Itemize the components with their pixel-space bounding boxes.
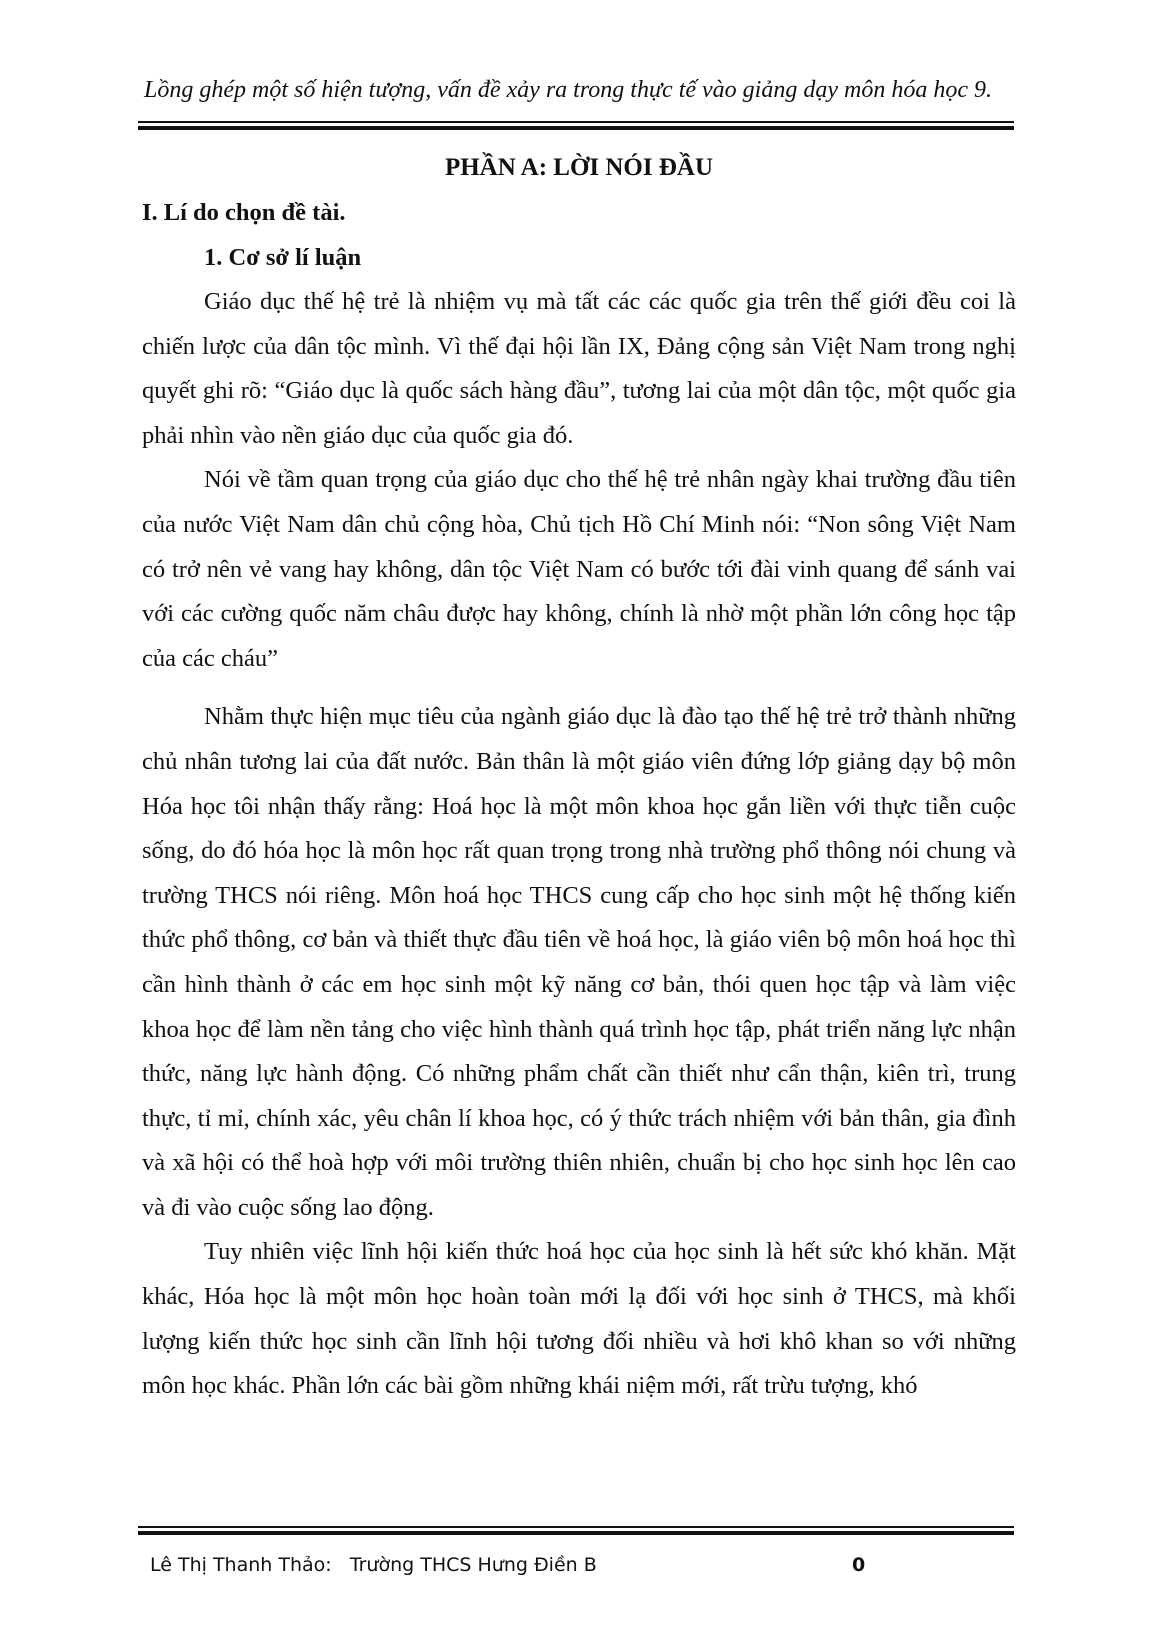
page-number: 0 <box>852 1554 866 1576</box>
part-title: PHẦN A: LỜI NÓI ĐẦU <box>444 154 714 181</box>
subsection-heading: 1. Cơ sở lí luận <box>204 244 362 271</box>
paragraph: Tuy nhiên việc lĩnh hội kiến thức hoá học của học sinh là hết sức khó khăn. Mặt khác, Hóa học là một môn học hoàn toàn mới lạ đối với học sinh ở THCS, mà khối lượng kiến thức học sinh cần lĩnh hội tương đối nhiều và hơi khô khan so với những môn học khác. Phần lớn các bài gồm những khái niệm mới, rất trừu tượng, khó <box>142 1238 1016 1400</box>
document-body <box>142 146 1016 1409</box>
paragraph: Nói về tầm quan trọng của giáo dục cho thế hệ trẻ nhân ngày khai trường đầu tiên của nước Việt Nam dân chủ cộng hòa, Chủ tịch Hồ Chí Minh nói: “Non sông Việt Nam có trở nên vẻ vang hay không, dân tộc Việt Nam có bước tới đài vinh quang để sánh vai với các cường quốc năm châu được hay không, chính là nhờ một phần lớn công học tập của các cháu” <box>142 466 1016 672</box>
paragraph: Giáo dục thế hệ trẻ là nhiệm vụ mà tất các các quốc gia trên thế giới đều coi là chiến lược của dân tộc mình. Vì thế đại hội lần IX, Đảng cộng sản Việt Nam trong nghị quyết ghi rõ: “Giáo dục là quốc sách hàng đầu”, tương lai của một dân tộc, một quốc gia phải nhìn vào nền giáo dục của quốc gia đó. <box>142 288 1016 449</box>
running-header: Lồng ghép một số hiện tượng, vấn đề xảy ra trong thực tế vào giảng dạy môn hóa học 9. <box>144 77 992 103</box>
section-heading: I. Lí do chọn đề tài. <box>142 199 346 226</box>
footer-divider <box>138 1526 1014 1535</box>
header-divider <box>138 121 1014 130</box>
paragraph: Nhằm thực hiện mục tiêu của ngành giáo dục là đào tạo thế hệ trẻ trở thành những chủ nhân tương lai của đất nước. Bản thân là một giáo viên đứng lớp giảng dạy bộ môn Hóa học tôi nhận thấy rằng: Hoá học là một môn khoa học gắn liền với thực tiễn cuộc sống, do đó hóa học là môn học rất quan trọng trong nhà trường phổ thông nói chung và trường THCS nói riêng. Môn hoá học THCS cung cấp cho học sinh một hệ thống kiến thức phổ thông, cơ bản và thiết thực đầu tiên về hoá học, là giáo viên bộ môn hoá học thì cần hình thành ở các em học sinh một kỹ năng cơ bản, thói quen học tập và làm việc khoa học để làm nền tảng cho việc hình thành quá trình học tập, phát triển năng lực nhận thức, năng lực hành động. Có những phẩm chất cần thiết như cẩn thận, kiên trì, trung thực, tỉ mỉ, chính xác, yêu chân lí khoa học, có ý thức trách nhiệm với bản thân, gia đình và xã hội có thể hoà hợp với môi trường thiên nhiên, chuẩn bị cho học sinh học lên cao và đi vào cuộc sống lao động. <box>142 703 1016 1221</box>
footer-author-school: Lê Thị Thanh Thảo: Trường THCS Hưng Điền B <box>150 1554 597 1576</box>
